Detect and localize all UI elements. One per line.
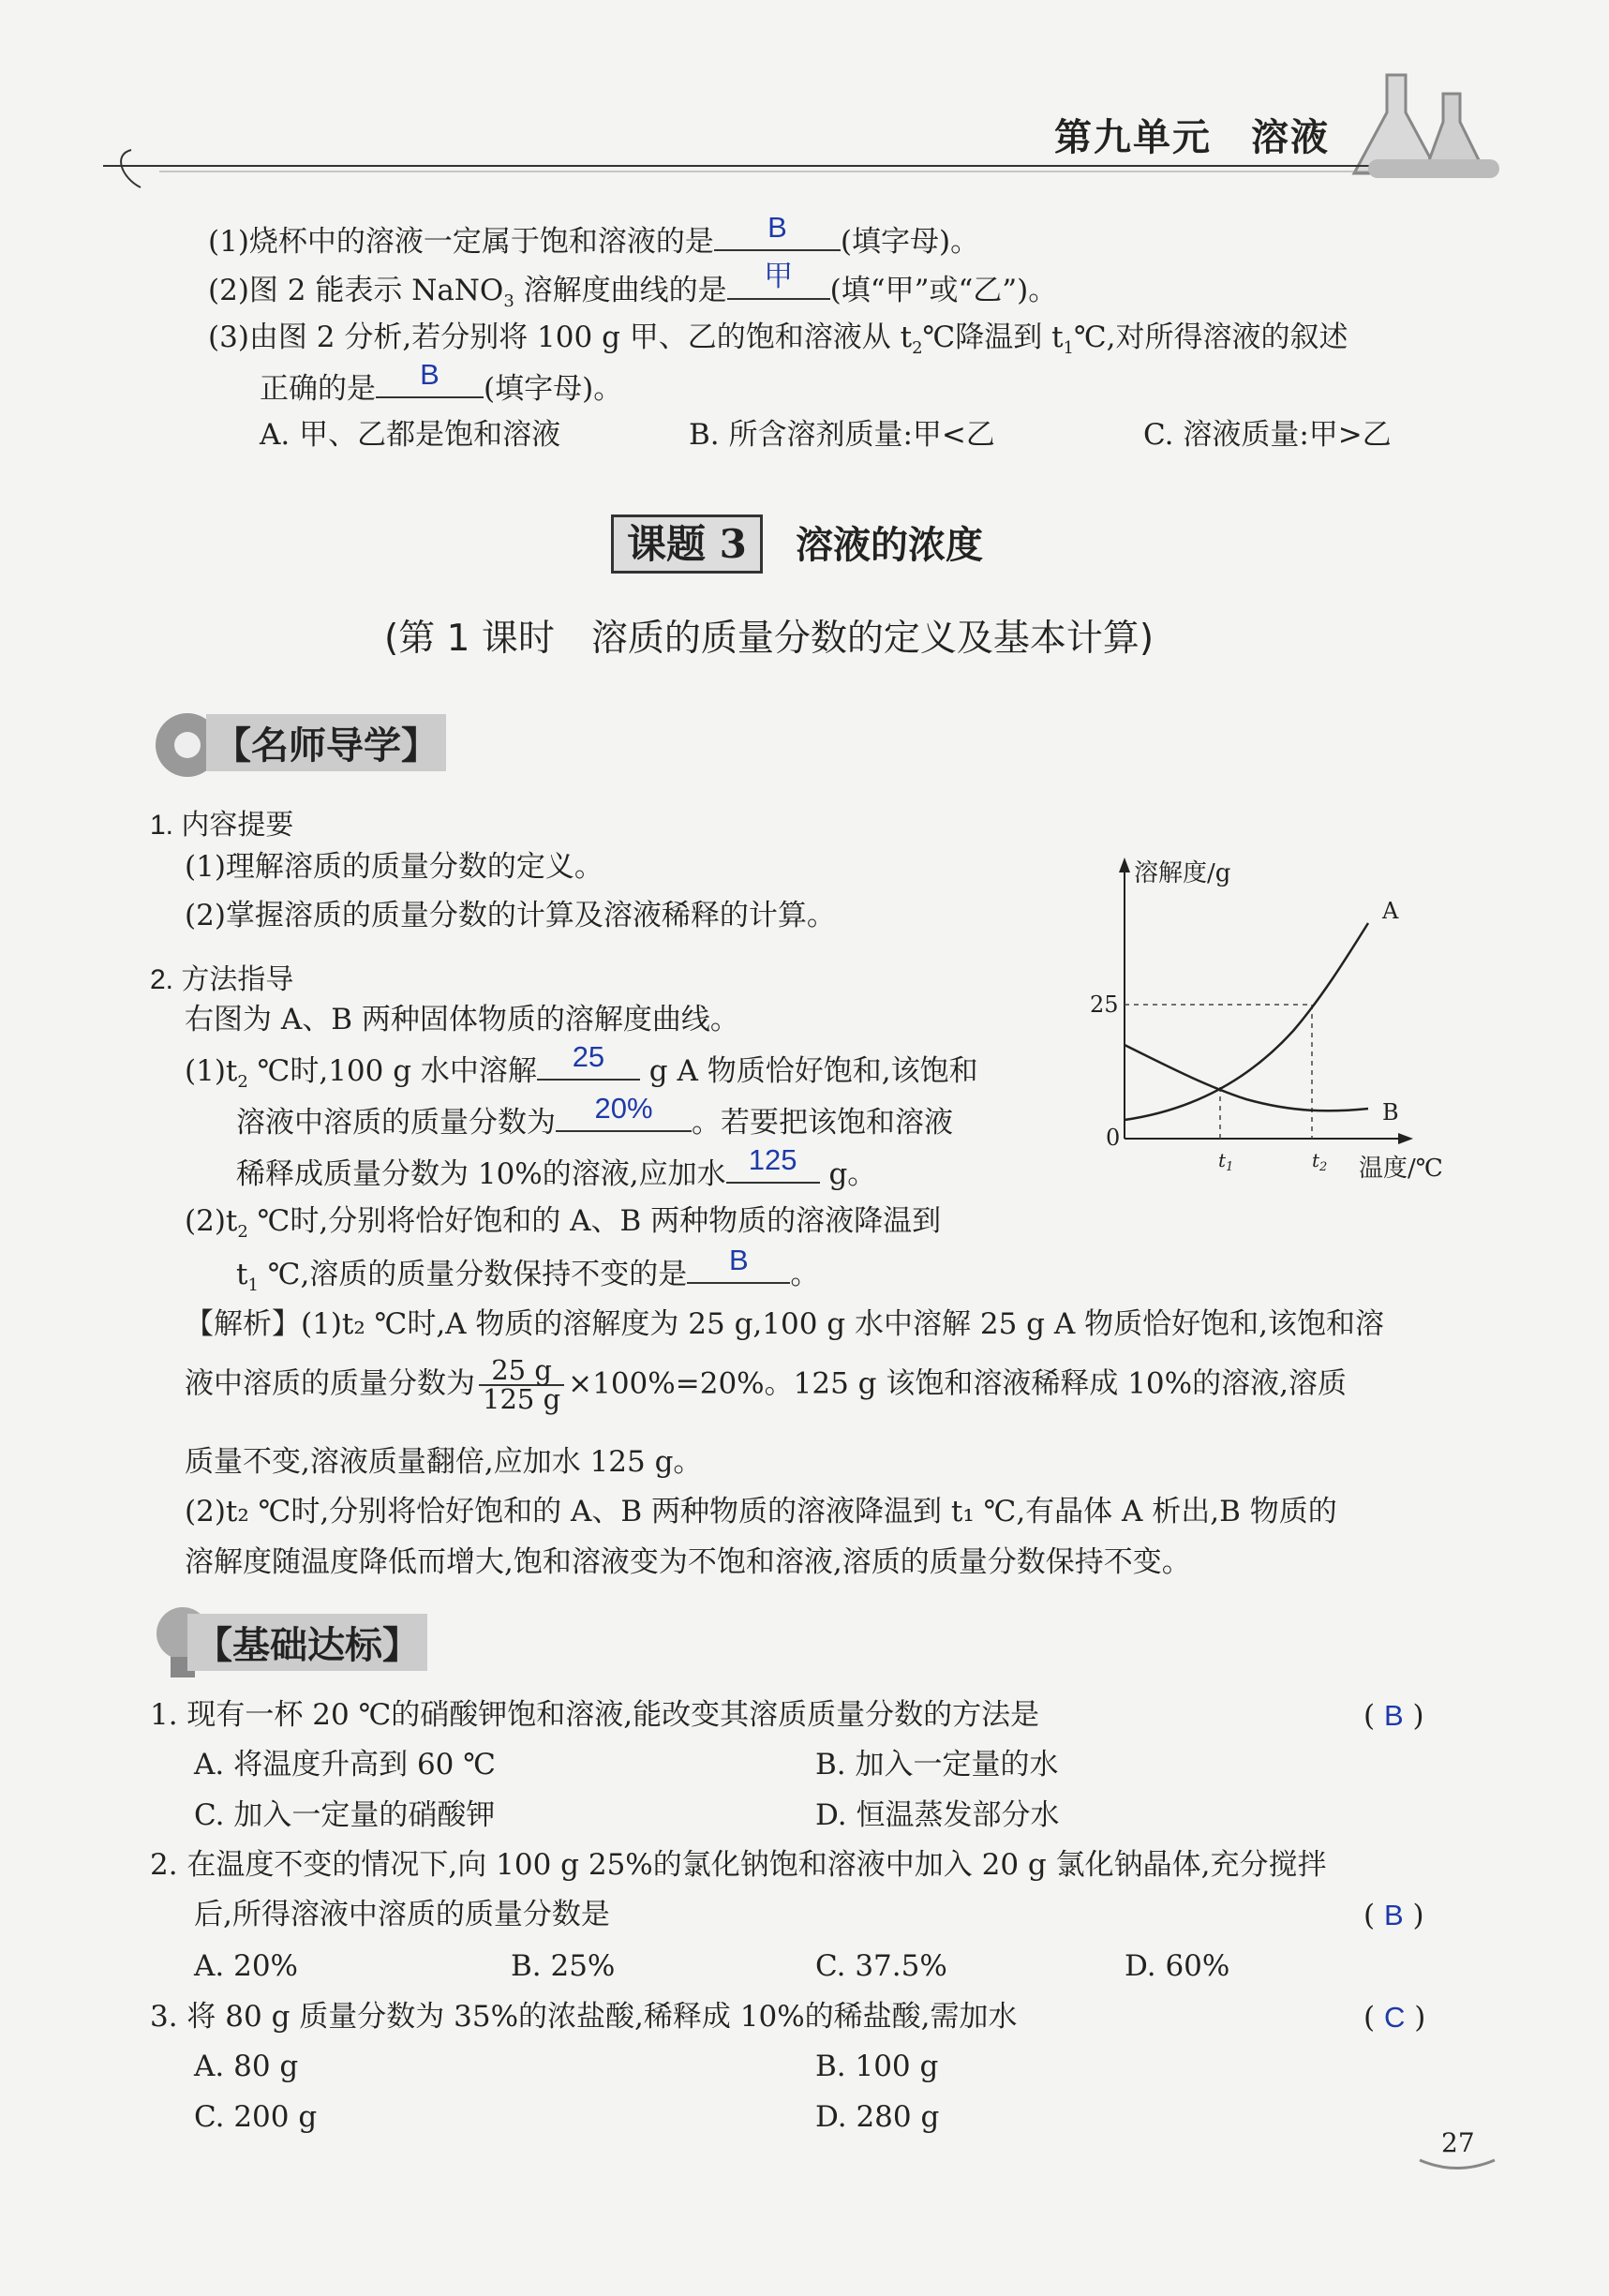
practice-q3-answer: ( C ) [1363,2001,1426,2035]
guide-p2-line1: $(2)t_2$ ℃时,分别将恰好饱和的 A、B 两种物质的溶液降温到 [185,1204,942,1243]
x-tick-t2: $t_2$ [1312,1149,1328,1174]
guide-p2-line2: $t_1$ ℃,溶质的质量分数保持不变的是 B 。 [236,1244,820,1296]
question-3-line2: 正确的是 B (填字母)。 [260,358,623,406]
question-3-line1: (3)由图 2 分析,若分别将 100 g 甲、乙的饱和溶液从 $t_2℃$降温到 $t_1℃$,对所得溶液的叙述 [208,321,1348,359]
y-axis-label: 溶解度/g [1134,859,1231,887]
practice-q3-option-c: C. 200 g [194,2100,318,2134]
guide-item-2: (2)掌握溶质的质量分数的计算及溶液稀释的计算。 [185,899,836,932]
fraction: $\frac{25 g}{125 g}$ [479,1357,564,1413]
solubility-chart [1078,848,1471,1204]
practice-q2-option-d: D. 60% [1125,1949,1230,1983]
q3-option-c: C. 溶液质量:甲>乙 [1143,418,1392,452]
guide-item-1: (1)理解溶质的质量分数的定义。 [185,850,603,884]
question-1: (1)烧杯中的溶液一定属于饱和溶液的是 B (填字母)。 [208,211,980,259]
analysis-line-1: 【解析】(1)t₂ ℃时,A 物质的溶解度为 25 g,100 g 水中溶解 25 g A 物质恰好饱和,该饱和溶 [185,1307,1384,1341]
q3-option-b: B. 所含溶剂质量:甲<乙 [689,418,995,452]
x-tick-t1: $t_1$ [1218,1149,1234,1174]
curve-a-label: A [1382,898,1399,924]
x-axis-label: 温度/℃ [1359,1155,1443,1183]
guide-badge: 【名师导学】 [206,714,446,771]
curve-b-label: B [1382,1099,1399,1126]
guide-p1-line1: $(1)t_2$ ℃时,100 g 水中溶解 25 g A 物质恰好饱和,该饱和 [185,1040,978,1093]
practice-q1-answer: ( B ) [1363,1699,1424,1733]
y-axis-arrow [1119,857,1130,872]
analysis-line-5: 溶解度随温度降低而增大,饱和溶液变为不饱和溶液,溶质的质量分数保持不变。 [185,1545,1191,1579]
answer-p1-1: 25 [572,1040,605,1073]
practice-q3-option-a: A. 80 g [194,2050,299,2083]
analysis-line-4: (2)t₂ ℃时,分别将恰好饱和的 A、B 两种物质的溶液降温到 t₁ ℃,有晶体 A 析出,B 物质的 [185,1495,1337,1528]
y-tick-25: 25 [1090,991,1119,1018]
guide-p1-line2: 溶液中溶质的质量分数为 20% 。若要把该饱和溶液 [236,1092,953,1140]
practice-q2-stem-2: 后,所得溶液中溶质的质量分数是 [194,1898,610,1931]
section-title: 溶液的浓度 [795,523,983,567]
analysis-line-2: 液中溶质的质量分数为 $\frac{25 g}{125 g}$ ×100%=20%。125 g 该饱和溶液稀释成 10%的溶液,溶质 [185,1354,1347,1415]
guide-heading-1: 1. 内容提要 [150,810,294,841]
practice-q1-option-d: D. 恒温蒸发部分水 [815,1798,1060,1832]
curve-b [1125,1045,1368,1111]
practice-badge: 【基础达标】 [187,1614,427,1671]
answer-p1-3: 125 [748,1143,797,1176]
x-axis-arrow [1398,1133,1413,1144]
unit-title: 第九单元 溶液 [1054,115,1330,159]
practice-q1-option-b: B. 加入一定量的水 [815,1748,1059,1782]
practice-q2-option-b: B. 25% [511,1949,616,1983]
guide-intro: 右图为 A、B 两种固体物质的溶解度曲线。 [185,1003,739,1036]
practice-q2-answer: ( B ) [1363,1899,1424,1932]
practice-q3-stem: 3. 将 80 g 质量分数为 35%的浓盐酸,稀释成 10%的稀盐酸,需加水 [150,2000,1018,2034]
answer-q2: 甲 [764,260,794,292]
curve-a [1125,923,1368,1120]
answer-p2: B [728,1244,749,1276]
practice-q1-stem: 1. 现有一杯 20 ℃的硝酸钾饱和溶液,能改变其溶质质量分数的方法是 [150,1698,1040,1732]
section-label: 课题 3 [611,514,763,574]
section-subtitle: (第 1 课时 溶质的质量分数的定义及基本计算) [384,618,1155,660]
question-2: (2)图 2 能表示 NaNO$_3$ 溶解度曲线的是 甲 (填“甲”或“乙”)。 [208,260,1058,312]
page-number: 27 [1441,2127,1475,2158]
answer-q3: B [420,358,439,391]
practice-q2-option-a: A. 20% [194,1949,298,1983]
analysis-line-3: 质量不变,溶液质量翻倍,应加水 125 g。 [185,1445,703,1479]
practice-q2-option-c: C. 37.5% [815,1949,947,1983]
practice-q3-option-b: B. 100 g [815,2050,939,2083]
practice-q2-stem: 2. 在温度不变的情况下,向 100 g 25%的氯化钠饱和溶液中加入 20 g 氯化钠晶体,充分搅拌 [150,1848,1327,1882]
section-heading [611,514,983,570]
practice-q1-option-c: C. 加入一定量的硝酸钾 [194,1798,496,1832]
page-number-swoosh [1415,2155,1499,2174]
origin-label: 0 [1106,1125,1121,1151]
header-rule [103,145,1499,192]
answer-q1: B [767,211,787,244]
answer-p1-2: 20% [594,1092,653,1125]
guide-heading-2: 2. 方法指导 [150,964,294,995]
practice-q3-option-d: D. 280 g [815,2100,940,2134]
q3-option-a: A. 甲、乙都是饱和溶液 [260,418,561,452]
guide-p1-line3: 稀释成质量分数为 10%的溶液,应加水 125 g。 [236,1143,877,1191]
practice-q1-option-a: A. 将温度升高到 60 ℃ [194,1748,496,1782]
